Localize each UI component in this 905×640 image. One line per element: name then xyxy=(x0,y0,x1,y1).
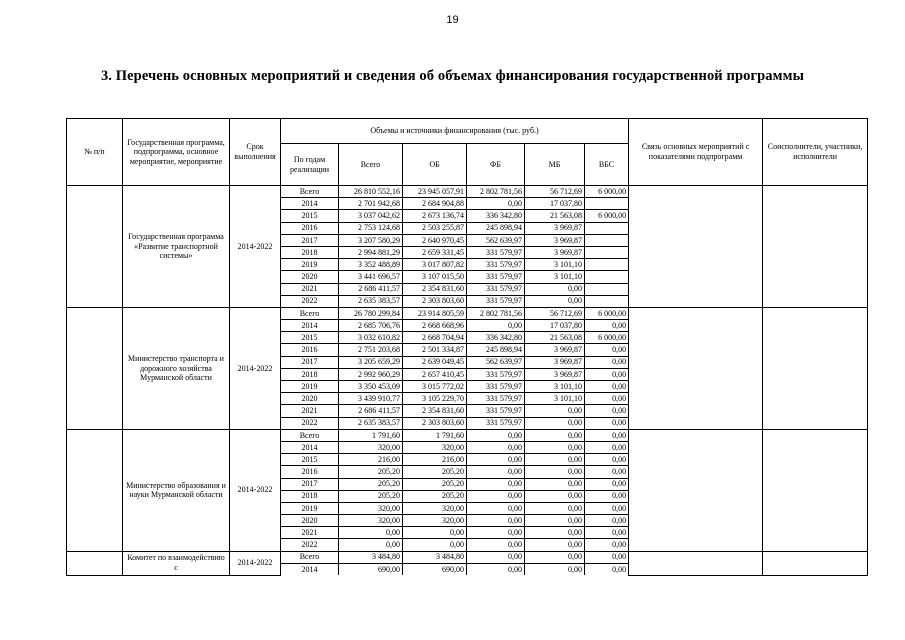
ob-cell: 2 684 904,88 xyxy=(403,198,467,210)
vbs-cell: 0,00 xyxy=(585,515,629,527)
year-cell: 2022 xyxy=(281,295,339,307)
year-cell: 2017 xyxy=(281,478,339,490)
fb-cell: 0,00 xyxy=(467,478,525,490)
total-cell: 205,20 xyxy=(339,490,403,502)
fb-cell: 331 579,97 xyxy=(467,283,525,295)
table-row xyxy=(67,429,868,441)
ob-cell: 320,00 xyxy=(403,502,467,514)
ob-cell: 2 640 970,45 xyxy=(403,234,467,246)
fb-cell: 331 579,97 xyxy=(467,246,525,258)
mb-cell: 3 101,10 xyxy=(525,381,585,393)
fb-cell: 0,00 xyxy=(467,502,525,514)
ob-cell: 23 945 057,91 xyxy=(403,186,467,198)
total-cell: 2 686 411,57 xyxy=(339,283,403,295)
term-cell: 2014-2022 xyxy=(230,551,281,575)
year-cell: 2014 xyxy=(281,563,339,575)
fb-cell: 0,00 xyxy=(467,320,525,332)
link-cell xyxy=(629,186,763,308)
financing-table xyxy=(66,118,868,576)
fb-cell: 2 802 781,56 xyxy=(467,307,525,319)
mb-cell: 21 563,08 xyxy=(525,210,585,222)
year-cell: 2020 xyxy=(281,515,339,527)
executors-cell xyxy=(763,429,868,551)
fb-cell: 331 579,97 xyxy=(467,271,525,283)
vbs-cell: 0,00 xyxy=(585,502,629,514)
total-cell: 2 685 706,76 xyxy=(339,320,403,332)
mb-cell: 21 563,08 xyxy=(525,332,585,344)
total-cell: 3 441 696,57 xyxy=(339,271,403,283)
mb-cell: 0,00 xyxy=(525,551,585,563)
mb-cell: 0,00 xyxy=(525,515,585,527)
mb-cell: 3 969,87 xyxy=(525,234,585,246)
ob-cell: 3 107 015,50 xyxy=(403,271,467,283)
year-cell: 2020 xyxy=(281,271,339,283)
vbs-cell: 0,00 xyxy=(585,393,629,405)
mb-cell: 0,00 xyxy=(525,466,585,478)
year-cell: 2015 xyxy=(281,210,339,222)
ob-cell: 205,20 xyxy=(403,490,467,502)
row-number-cell xyxy=(67,551,123,575)
fb-cell: 0,00 xyxy=(467,429,525,441)
year-cell: 2014 xyxy=(281,198,339,210)
vbs-cell: 0,00 xyxy=(585,320,629,332)
ob-cell: 0,00 xyxy=(403,527,467,539)
link-cell xyxy=(629,307,763,429)
term-cell: 2014-2022 xyxy=(230,186,281,308)
year-cell: 2016 xyxy=(281,222,339,234)
vbs-cell xyxy=(585,222,629,234)
fb-cell: 0,00 xyxy=(467,563,525,575)
year-cell: Всего xyxy=(281,186,339,198)
mb-cell: 0,00 xyxy=(525,283,585,295)
mb-cell: 17 037,80 xyxy=(525,198,585,210)
vbs-cell: 0,00 xyxy=(585,527,629,539)
ob-cell: 3 484,80 xyxy=(403,551,467,563)
vbs-cell xyxy=(585,198,629,210)
total-cell: 3 205 659,29 xyxy=(339,356,403,368)
header-total: Всего xyxy=(339,144,403,186)
header-link: Связь основных мероприятий с показателями подпрограмм xyxy=(629,119,763,186)
mb-cell: 56 712,69 xyxy=(525,307,585,319)
fb-cell: 0,00 xyxy=(467,441,525,453)
table-row xyxy=(67,186,868,198)
fb-cell: 245 898,94 xyxy=(467,344,525,356)
program-name-cell: Государственная программа «Развитие транспортной системы» xyxy=(123,186,230,308)
total-cell: 2 686 411,57 xyxy=(339,405,403,417)
fb-cell: 0,00 xyxy=(467,454,525,466)
vbs-cell xyxy=(585,246,629,258)
ob-cell: 690,00 xyxy=(403,563,467,575)
mb-cell: 3 101,10 xyxy=(525,259,585,271)
fb-cell: 245 898,94 xyxy=(467,222,525,234)
vbs-cell: 0,00 xyxy=(585,417,629,429)
vbs-cell: 0,00 xyxy=(585,454,629,466)
total-cell: 2 751 203,68 xyxy=(339,344,403,356)
total-cell: 2 701 942,68 xyxy=(339,198,403,210)
year-cell: Всего xyxy=(281,551,339,563)
header-fb: ФБ xyxy=(467,144,525,186)
fb-cell: 331 579,97 xyxy=(467,368,525,380)
ob-cell: 205,20 xyxy=(403,478,467,490)
mb-cell: 0,00 xyxy=(525,563,585,575)
vbs-cell: 0,00 xyxy=(585,381,629,393)
table-row xyxy=(67,551,868,563)
mb-cell: 0,00 xyxy=(525,441,585,453)
vbs-cell: 0,00 xyxy=(585,551,629,563)
total-cell: 320,00 xyxy=(339,502,403,514)
ob-cell: 2 503 255,87 xyxy=(403,222,467,234)
total-cell: 3 350 453,09 xyxy=(339,381,403,393)
mb-cell: 0,00 xyxy=(525,417,585,429)
fb-cell: 562 639,97 xyxy=(467,356,525,368)
vbs-cell: 0,00 xyxy=(585,344,629,356)
total-cell: 2 635 383,57 xyxy=(339,417,403,429)
fb-cell: 331 579,97 xyxy=(467,417,525,429)
ob-cell: 2 673 136,74 xyxy=(403,210,467,222)
fb-cell: 0,00 xyxy=(467,515,525,527)
vbs-cell: 6 000,00 xyxy=(585,186,629,198)
vbs-cell: 0,00 xyxy=(585,441,629,453)
header-term: Срок выполнения xyxy=(230,119,281,186)
year-cell: 2015 xyxy=(281,454,339,466)
vbs-cell: 0,00 xyxy=(585,466,629,478)
fb-cell: 331 579,97 xyxy=(467,393,525,405)
table-row xyxy=(67,307,868,319)
table-body xyxy=(67,186,868,576)
vbs-cell: 0,00 xyxy=(585,405,629,417)
ob-cell: 205,20 xyxy=(403,466,467,478)
total-cell: 3 207 580,29 xyxy=(339,234,403,246)
mb-cell: 3 969,87 xyxy=(525,368,585,380)
total-cell: 205,20 xyxy=(339,466,403,478)
mb-cell: 0,00 xyxy=(525,490,585,502)
year-cell: 2016 xyxy=(281,344,339,356)
year-cell: Всего xyxy=(281,429,339,441)
header-executors: Соисполнители, участники, исполнители xyxy=(763,119,868,186)
year-cell: Всего xyxy=(281,307,339,319)
year-cell: 2018 xyxy=(281,490,339,502)
total-cell: 0,00 xyxy=(339,527,403,539)
header-by-years: По годам реализации xyxy=(281,144,339,186)
ob-cell: 2 501 334,87 xyxy=(403,344,467,356)
total-cell: 3 352 488,89 xyxy=(339,259,403,271)
mb-cell: 3 101,10 xyxy=(525,393,585,405)
total-cell: 320,00 xyxy=(339,441,403,453)
ob-cell: 1 791,60 xyxy=(403,429,467,441)
total-cell: 26 780 299,84 xyxy=(339,307,403,319)
fb-cell: 331 579,97 xyxy=(467,259,525,271)
ob-cell: 3 017 807,82 xyxy=(403,259,467,271)
fb-cell: 562 639,97 xyxy=(467,234,525,246)
header-funding: Объемы и источники финансирования (тыс. руб.) xyxy=(281,119,629,144)
executors-cell xyxy=(763,551,868,575)
mb-cell: 56 712,69 xyxy=(525,186,585,198)
header-mb: МБ xyxy=(525,144,585,186)
vbs-cell xyxy=(585,271,629,283)
fb-cell: 331 579,97 xyxy=(467,381,525,393)
year-cell: 2018 xyxy=(281,368,339,380)
header-vbs: ВБС xyxy=(585,144,629,186)
fb-cell: 0,00 xyxy=(467,198,525,210)
total-cell: 3 484,80 xyxy=(339,551,403,563)
year-cell: 2022 xyxy=(281,539,339,551)
vbs-cell: 6 000,00 xyxy=(585,210,629,222)
total-cell: 1 791,60 xyxy=(339,429,403,441)
vbs-cell: 0,00 xyxy=(585,429,629,441)
total-cell: 205,20 xyxy=(339,478,403,490)
mb-cell: 0,00 xyxy=(525,454,585,466)
vbs-cell xyxy=(585,295,629,307)
ob-cell: 2 303 803,60 xyxy=(403,417,467,429)
link-cell xyxy=(629,429,763,551)
fb-cell: 0,00 xyxy=(467,466,525,478)
ob-cell: 320,00 xyxy=(403,515,467,527)
mb-cell: 0,00 xyxy=(525,295,585,307)
ob-cell: 2 657 410,45 xyxy=(403,368,467,380)
year-cell: 2015 xyxy=(281,332,339,344)
total-cell: 2 635 383,57 xyxy=(339,295,403,307)
executors-cell xyxy=(763,186,868,308)
section-heading: 3. Перечень основных мероприятий и сведения об объемах финансирования государственной программы xyxy=(100,68,805,84)
mb-cell: 3 969,87 xyxy=(525,222,585,234)
total-cell: 0,00 xyxy=(339,539,403,551)
ob-cell: 216,00 xyxy=(403,454,467,466)
vbs-cell xyxy=(585,283,629,295)
page-number: 19 xyxy=(446,14,459,26)
year-cell: 2021 xyxy=(281,527,339,539)
mb-cell: 0,00 xyxy=(525,539,585,551)
year-cell: 2020 xyxy=(281,393,339,405)
mb-cell: 0,00 xyxy=(525,527,585,539)
header-ob: ОБ xyxy=(403,144,467,186)
mb-cell: 3 969,87 xyxy=(525,246,585,258)
header-program: Государственная программа, подпрограмма, основное мероприятие, мероприятие xyxy=(123,119,230,186)
ob-cell: 3 015 772,02 xyxy=(403,381,467,393)
row-number-cell xyxy=(67,307,123,429)
fb-cell: 336 342,80 xyxy=(467,332,525,344)
mb-cell: 17 037,80 xyxy=(525,320,585,332)
link-cell xyxy=(629,551,763,575)
ob-cell: 0,00 xyxy=(403,539,467,551)
fb-cell: 0,00 xyxy=(467,539,525,551)
mb-cell: 0,00 xyxy=(525,502,585,514)
vbs-cell: 0,00 xyxy=(585,368,629,380)
year-cell: 2014 xyxy=(281,441,339,453)
year-cell: 2017 xyxy=(281,234,339,246)
vbs-cell: 6 000,00 xyxy=(585,307,629,319)
program-name-cell: Комитет по взаимодействию с xyxy=(123,551,230,575)
year-cell: 2017 xyxy=(281,356,339,368)
row-number-cell xyxy=(67,186,123,308)
year-cell: 2018 xyxy=(281,246,339,258)
vbs-cell: 0,00 xyxy=(585,478,629,490)
ob-cell: 2 668 704,94 xyxy=(403,332,467,344)
total-cell: 2 994 881,29 xyxy=(339,246,403,258)
fb-cell: 331 579,97 xyxy=(467,405,525,417)
year-cell: 2016 xyxy=(281,466,339,478)
fb-cell: 331 579,97 xyxy=(467,295,525,307)
ob-cell: 3 105 229,70 xyxy=(403,393,467,405)
year-cell: 2019 xyxy=(281,259,339,271)
ob-cell: 320,00 xyxy=(403,441,467,453)
mb-cell: 0,00 xyxy=(525,429,585,441)
vbs-cell: 6 000,00 xyxy=(585,332,629,344)
ob-cell: 2 668 668,96 xyxy=(403,320,467,332)
mb-cell: 3 101,10 xyxy=(525,271,585,283)
total-cell: 3 037 042,62 xyxy=(339,210,403,222)
row-number-cell xyxy=(67,429,123,551)
total-cell: 26 810 552,16 xyxy=(339,186,403,198)
ob-cell: 2 354 831,60 xyxy=(403,405,467,417)
fb-cell: 0,00 xyxy=(467,551,525,563)
program-name-cell: Министерство образования и науки Мурманской области xyxy=(123,429,230,551)
ob-cell: 2 303 803,60 xyxy=(403,295,467,307)
vbs-cell: 0,00 xyxy=(585,539,629,551)
ob-cell: 2 639 049,45 xyxy=(403,356,467,368)
program-name-cell: Министерство транспорта и дорожного хозяйства Мурманской области xyxy=(123,307,230,429)
fb-cell: 336 342,80 xyxy=(467,210,525,222)
mb-cell: 3 969,87 xyxy=(525,356,585,368)
total-cell: 690,00 xyxy=(339,563,403,575)
term-cell: 2014-2022 xyxy=(230,307,281,429)
total-cell: 3 439 910,77 xyxy=(339,393,403,405)
total-cell: 2 753 124,68 xyxy=(339,222,403,234)
ob-cell: 23 914 805,59 xyxy=(403,307,467,319)
mb-cell: 3 969,87 xyxy=(525,344,585,356)
total-cell: 2 992 960,29 xyxy=(339,368,403,380)
executors-cell xyxy=(763,307,868,429)
ob-cell: 2 354 831,60 xyxy=(403,283,467,295)
fb-cell: 2 802 781,56 xyxy=(467,186,525,198)
year-cell: 2014 xyxy=(281,320,339,332)
vbs-cell xyxy=(585,259,629,271)
total-cell: 320,00 xyxy=(339,515,403,527)
ob-cell: 2 659 331,45 xyxy=(403,246,467,258)
year-cell: 2021 xyxy=(281,283,339,295)
mb-cell: 0,00 xyxy=(525,478,585,490)
vbs-cell: 0,00 xyxy=(585,490,629,502)
total-cell: 3 032 610,82 xyxy=(339,332,403,344)
year-cell: 2021 xyxy=(281,405,339,417)
term-cell: 2014-2022 xyxy=(230,429,281,551)
year-cell: 2022 xyxy=(281,417,339,429)
mb-cell: 0,00 xyxy=(525,405,585,417)
year-cell: 2019 xyxy=(281,502,339,514)
fb-cell: 0,00 xyxy=(467,490,525,502)
header-num: № п/п xyxy=(67,119,123,186)
vbs-cell xyxy=(585,234,629,246)
vbs-cell: 0,00 xyxy=(585,563,629,575)
fb-cell: 0,00 xyxy=(467,527,525,539)
vbs-cell: 0,00 xyxy=(585,356,629,368)
year-cell: 2019 xyxy=(281,381,339,393)
total-cell: 216,00 xyxy=(339,454,403,466)
